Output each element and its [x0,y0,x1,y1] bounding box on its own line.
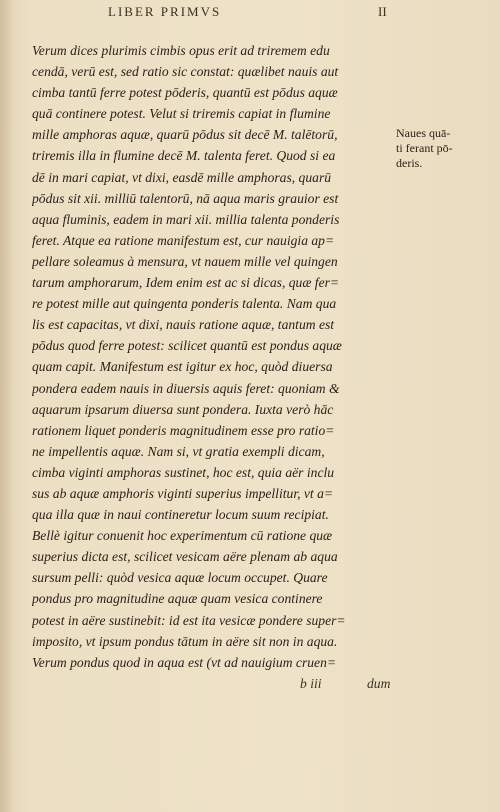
folio-number: II [378,4,387,19]
text-line: mille amphoras aquæ, quarū pōdus sit decē M. talētorū, [32,127,338,143]
text-line: triremis illa in flumine decē M. talenta feret. Quod si ea [32,148,336,164]
text-line: re potest mille aut quingenta ponderis talenta. Nam qua [32,296,337,312]
text-line: ne impellentis aquæ. Nam si, vt gratia exempli dicam, [32,443,325,459]
marginal-note [396,126,492,171]
text-line: sus ab aquæ amphoris viginti superius impellitur, vt a= [32,485,334,501]
text-line: imposito, vt ipsum pondus tātum in aëre sit non in aqua. [32,633,338,649]
running-head: LIBER PRIMVS [108,4,222,19]
text-line: pōdus quod ferre potest: scilicet quantū est pondus aquæ [32,338,342,354]
text-line: rationem liquet ponderis magnitudinem esse pro ratio= [32,422,335,438]
catchword: dum [367,676,391,691]
text-line: Verum pondus quod in aqua est (vt ad nauigium cruen= [32,654,337,670]
text-line: lis est capacitas, vt dixi, nauis ratione aquæ, tantum est [32,317,335,333]
text-line: quam capit. Manifestum est igitur ex hoc, quòd diuersa [32,359,333,375]
text-line: cimba viginti amphoras sustinet, hoc est, quia aër inclu [32,464,335,480]
text-line: pōdus sit xii. milliū talentorū, nā aqua maris grauior est [32,190,339,206]
text-line: superius dicta est, scilicet vesicam aëre plenam ab aqua [32,549,338,565]
text-line: potest in aëre sustinebit: id est ita vesicæ pondere super= [32,612,346,628]
text-line: pondera eadem nauis in diuersis aquis feret: quoniam & [32,380,340,396]
text-line: pellare soleamus à mensura, vt nauem mille vel quingen [32,253,338,269]
text-line: dē in mari capiat, vt dixi, easdē mille amphoras, quarū [32,169,332,185]
text-line: sursum pelli: quòd vesica aquæ locum occupet. Quare [32,570,328,586]
text-line: Bellè igitur conuenit hoc experimentum cū ratione quæ [32,528,333,544]
main-text-block [32,40,394,673]
marginal-note-line: ti ferant pō- [396,141,453,155]
text-line: aqua fluminis, eadem in mari xii. millia talenta ponderis [32,211,340,227]
marginal-note-line: Naues quā- [396,126,451,140]
text-line: feret. Atque ea ratione manifestum est, cur nauigia ap= [32,232,335,248]
text-line: aquarum ipsarum diuersa sunt pondera. Iuxta verò hāc [32,401,334,417]
text-line: cendā, verū est, sed ratio sic constat: quælibet nauis aut [32,64,339,80]
signature-mark: b iii [300,676,322,691]
marginal-note-line: deris. [396,156,423,170]
text-line: pondus pro magnitudine aquæ quam vesica continere [32,591,323,607]
text-line: Verum dices plurimis cimbis opus erit ad triremem edu [32,43,330,58]
text-line: tarum amphorarum, Idem enim est ac si dicas, quæ fer= [32,275,340,291]
text-line: qua illa quæ in naui contineretur locum suum recipiat. [32,507,329,523]
text-line: cimba tantū ferre potest pōderis, quantū est pōdus aquæ [32,85,338,101]
gutter-shadow [0,0,14,812]
text-line: quā continere potest. Velut si triremis capiat in flumine [32,106,331,122]
